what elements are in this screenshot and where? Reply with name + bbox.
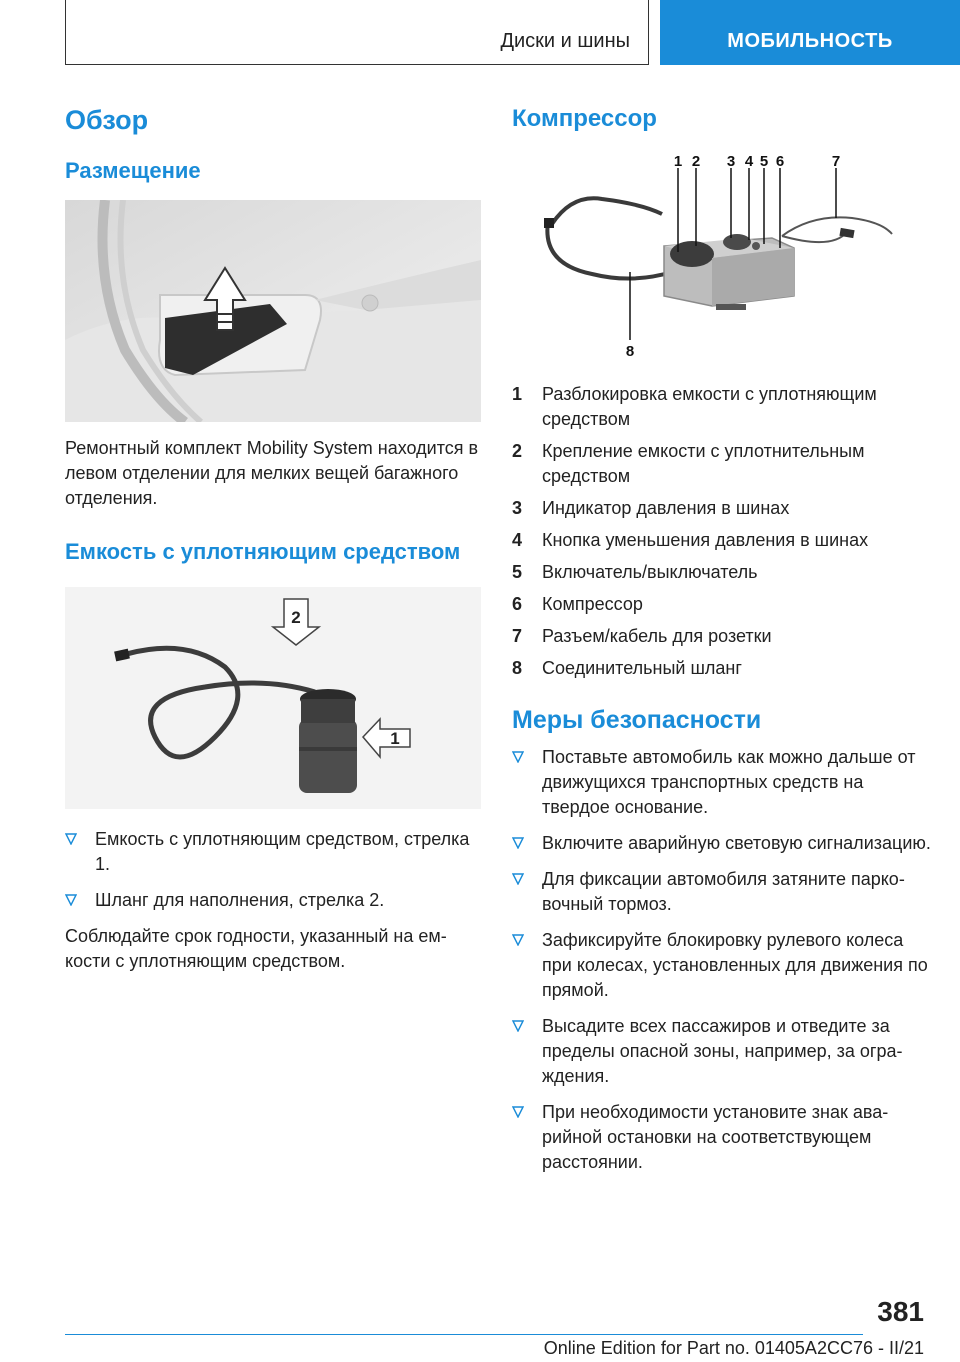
safety-heading: Меры безопасности: [512, 706, 762, 734]
compressor-image: [512, 154, 932, 366]
part-text: Индикатор давления в шинах: [542, 498, 790, 518]
sealant-fig-label-2: 2: [291, 608, 301, 627]
list-item: [512, 592, 932, 617]
header-section-title: Диски и шины: [500, 30, 630, 52]
part-number: 2: [512, 441, 523, 461]
sealant-note: Соблюдайте срок годности, указанный на емкости с уплотняющим средством.: [65, 926, 447, 971]
compressor-parts-list: [512, 382, 932, 681]
compressor-fig-label-3: 3: [726, 154, 736, 170]
footer-divider: [65, 1334, 863, 1335]
compressor-fig-label-6: 6: [775, 154, 785, 170]
part-text: Соединительный шланг: [542, 658, 742, 678]
list-item: [65, 827, 481, 877]
sealant-items-list: [65, 827, 481, 913]
safety-item-text: Высадите всех пассажиров и отведите за пределы опасной зоны, например, за ограждения.: [542, 1016, 903, 1086]
safety-item-text: Включите аварийную световую сигнализацию.: [542, 833, 931, 853]
trunk-illustration: [65, 200, 481, 422]
part-number: 6: [512, 594, 523, 614]
sealant-fig-label-1: 1: [390, 729, 400, 748]
triangle-bullet-icon: [512, 873, 524, 885]
triangle-bullet-icon: [512, 934, 524, 946]
sealant-heading: Емкость с уплотняющим средством: [65, 539, 461, 564]
header-chapter-label: МОБИЛЬНОСТЬ: [727, 30, 893, 52]
compressor-fig-label-1: 1: [673, 154, 683, 170]
left-column: [65, 100, 481, 974]
list-item: [512, 656, 932, 681]
header-chapter-tab[interactable]: [660, 0, 960, 65]
triangle-bullet-icon: [65, 894, 77, 906]
part-text: Кнопка уменьшения давления в шинах: [542, 530, 869, 550]
compressor-fig-label-7: 7: [831, 154, 841, 170]
triangle-bullet-icon: [512, 1020, 524, 1032]
list-item: [512, 560, 932, 585]
part-number: 4: [512, 530, 523, 550]
list-item: [512, 831, 932, 856]
sealant-illustration: [65, 587, 481, 809]
triangle-bullet-icon: [512, 1106, 524, 1118]
header-section-box: [65, 0, 649, 65]
part-number: 5: [512, 562, 523, 582]
sealant-bottle-image: [65, 587, 481, 809]
part-number: 7: [512, 626, 523, 646]
part-number: 1: [512, 384, 523, 404]
page-title: Обзор: [65, 105, 149, 135]
placement-text: Ремонтный комплект Mobility System находится в левом отделении для мелких вещей багажного отделения.: [65, 438, 479, 508]
list-item: [512, 496, 932, 521]
sealant-item-text: Емкость с уплотняющим средством, стрелка 1.: [95, 829, 470, 874]
footer-edition: Online Edition for Part no. 01405A2CC76 - II/21: [543, 1338, 924, 1358]
right-column: [512, 100, 932, 1186]
part-number: 3: [512, 498, 523, 518]
triangle-bullet-icon: [512, 751, 524, 763]
list-item: [512, 867, 932, 917]
part-text: Разъем/кабель для розетки: [542, 626, 772, 646]
part-text: Разблокировка емкости с уплотняющим средством: [542, 384, 877, 429]
compressor-fig-label-2: 2: [691, 154, 701, 170]
triangle-bullet-icon: [512, 837, 524, 849]
compressor-fig-label-8: 8: [625, 343, 635, 360]
safety-item-text: Поставьте автомобиль как можно дальше от движущихся транспортных средств на твердое основание.: [542, 747, 916, 817]
compressor-heading: Компрессор: [512, 105, 657, 132]
list-item: [512, 1100, 932, 1175]
sealant-item-text: Шланг для наполнения, стрелка 2.: [95, 890, 385, 910]
part-text: Компрессор: [542, 594, 643, 614]
safety-items-list: [512, 745, 932, 1175]
part-text: Крепление емкости с уплотнительным средством: [542, 441, 865, 486]
safety-item-text: При необходимости установите знак аварийной остановки на соответствующем расстоянии.: [542, 1102, 889, 1172]
list-item: [512, 382, 932, 432]
safety-item-text: Для фиксации автомобиля затяните парковочный тормоз.: [542, 869, 905, 914]
compressor-fig-label-4: 4: [744, 154, 754, 170]
compressor-fig-label-5: 5: [759, 154, 769, 170]
list-item: [512, 1014, 932, 1089]
triangle-bullet-icon: [65, 833, 77, 845]
list-item: [512, 528, 932, 553]
list-item: [512, 624, 932, 649]
compressor-illustration: [512, 154, 932, 366]
safety-item-text: Зафиксируйте блокировку рулевого колеса при колесах, установленных для движения по прямой.: [542, 930, 928, 1000]
placement-heading: Размещение: [65, 158, 201, 183]
list-item: [512, 439, 932, 489]
trunk-compartment-image: [65, 200, 481, 422]
list-item: [512, 928, 932, 1003]
list-item: [512, 745, 932, 820]
page-number: 381: [877, 1296, 924, 1327]
list-item: [65, 888, 481, 913]
part-number: 8: [512, 658, 523, 678]
part-text: Включатель/выключатель: [542, 562, 758, 582]
